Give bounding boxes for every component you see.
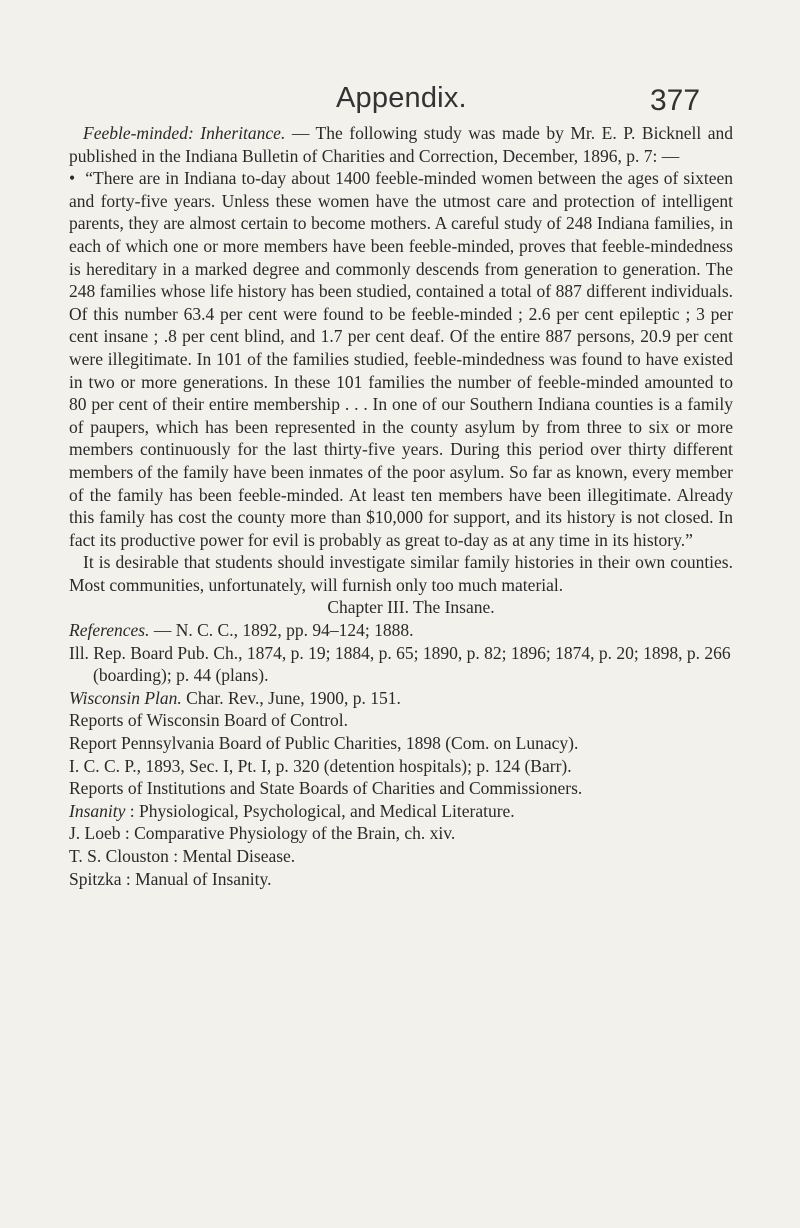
reference-item: Report Pennsylvania Board of Public Charities, 1898 (Com. on Lunacy). — [69, 733, 579, 754]
reference-item: I. C. C. P., 1893, Sec. I, Pt. I, p. 320 (detention hospitals); p. 124 (Barr). — [69, 755, 572, 776]
reference-text: : Physiological, Psychological, and Medical Literature. — [125, 800, 515, 821]
reference-text: Char. Rev., June, 1900, p. 151. — [181, 687, 401, 708]
references-list — [69, 619, 733, 890]
bullet-mark: • — [69, 168, 76, 189]
quote-paragraph — [69, 167, 733, 551]
running-title: Appendix. — [336, 82, 467, 114]
reference-item: Ill. Rep. Board Pub. Ch., 1874, p. 19; 1884, p. 65; 1890, p. 82; 1896; 1874, p. 20; 1898, p. 266 (boarding); p. 44 (plans). — [69, 642, 731, 686]
reference-item: Spitzka : Manual of Insanity. — [69, 868, 272, 889]
reference-item — [69, 800, 733, 823]
reference-item: Reports of Wisconsin Board of Control. — [69, 710, 348, 731]
chapter-heading: Chapter III. The Insane. — [327, 597, 495, 618]
reference-label: Wisconsin Plan. — [69, 687, 182, 708]
page-number: 377 — [650, 84, 701, 117]
reference-item: J. Loeb : Comparative Physiology of the Brain, ch. xiv. — [69, 823, 456, 844]
running-head — [0, 82, 800, 122]
intro-text: The following study was made by Mr. E. P. Bicknell and published in the Indiana Bulletin of Charities and Correction, December, 1896, p. 7: — — [69, 123, 733, 166]
reference-text: — N. C. C., 1892, pp. 94–124; 1888. — [149, 620, 414, 641]
reference-item — [69, 687, 733, 710]
reference-label: Insanity — [69, 800, 126, 821]
intro-paragraph — [69, 122, 733, 167]
reference-item — [69, 619, 733, 642]
body-text — [69, 122, 733, 890]
reference-item: Reports of Institutions and State Boards of Charities and Commissioners. — [69, 778, 583, 799]
quote-text: “There are in Indiana to-day about 1400 feeble-minded women between the ages of sixteen and forty-five years. Unless these women have the utmost care and protection of intelligent parents, they are almost certain to become mothers. A careful study of 248 Indiana families, in each of which one or more members have been feeble-minded, proves that feeble-mindedness is hereditary in a marked degree and commonly descends from generation to generation. The 248 families whose life history has been studied, contained a total of 887 different individuals. Of this number 63.4 per cent were found to be feeble-minded ; 2.6 per cent epileptic ; 3 per cent insane ; .8 per cent blind, and 1.7 per cent deaf. Of the entire 887 persons, 20.9 per cent were illegitimate. In 101 of the families studied, feeble-mindedness was found to have existed in two or more generations. In these 101 families the number of feeble-minded amounted to 80 per cent of their entire membership . . . In one of our Southern Indiana counties is a family of paupers, which has been represented in the county asylum by from three to six or more members continuously for the last thirty-five years. During this period over thirty different members of the family have been inmates of the poor asylum. So far as known, every member of the family has been feeble-minded. At least ten members have been illegitimate. Already this family has cost the county more than $10,000 for support, and its history is not closed. In fact its productive power for evil is probably as great to-day as at any time in its history.” — [69, 168, 734, 550]
closing-paragraph: It is desirable that students should investigate similar family histories in their own counties. Most communities, unfortunately, will furnish only too much material. — [69, 552, 733, 595]
reference-item: T. S. Clouston : Mental Disease. — [69, 846, 296, 866]
intro-dash: — — [285, 123, 316, 143]
reference-label: References. — [69, 620, 150, 641]
intro-heading: Feeble-minded: Inheritance. — [83, 123, 286, 143]
